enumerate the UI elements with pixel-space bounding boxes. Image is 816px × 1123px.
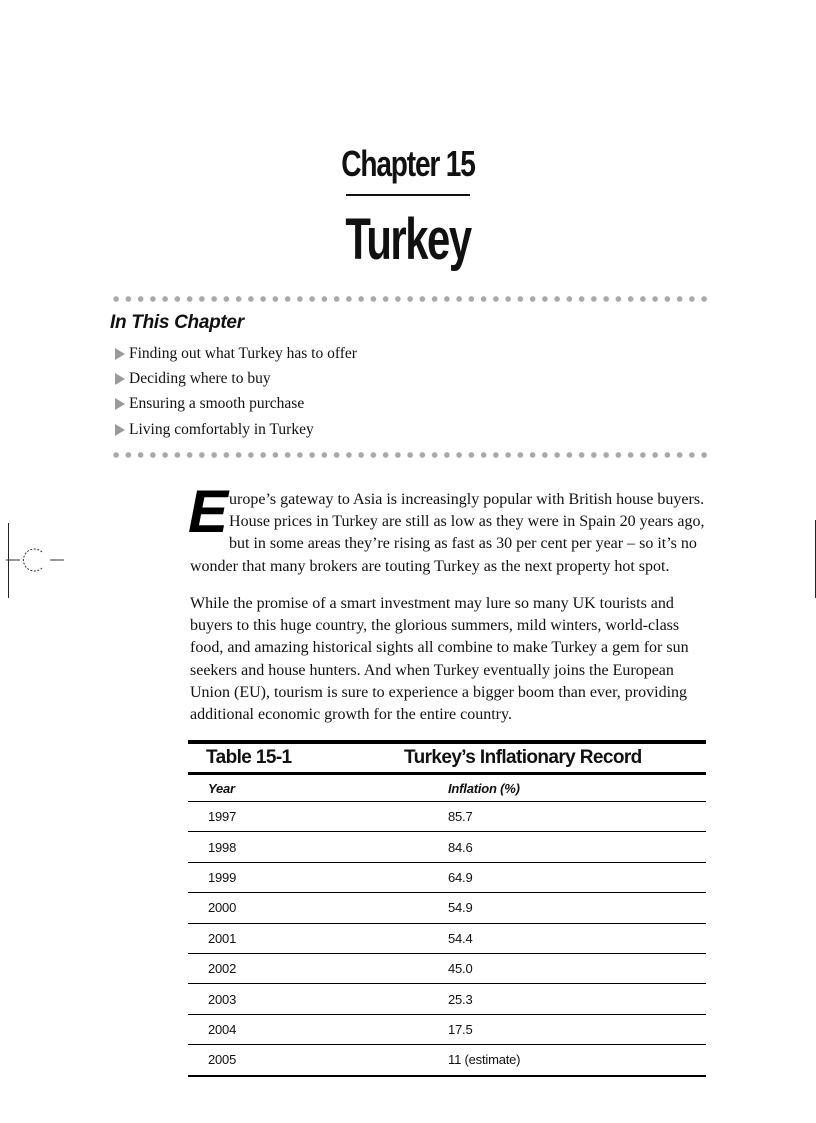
table-row: 2003 25.3: [188, 984, 706, 1014]
list-item: Living comfortably in Turkey: [110, 417, 357, 442]
chapter-underline: [346, 194, 470, 196]
table-row: 2000 54.9: [188, 893, 706, 923]
triangle-bullet-icon: [115, 373, 125, 385]
triangle-bullet-icon: [115, 398, 125, 410]
table-row: 2001 54.4: [188, 924, 706, 954]
triangle-bullet-icon: [115, 348, 125, 360]
list-item: Ensuring a smooth purchase: [110, 392, 357, 417]
table-row: 2002 45.0: [188, 954, 706, 984]
list-item: Deciding where to buy: [110, 366, 357, 391]
table-number: Table 15-1: [206, 747, 292, 768]
triangle-bullet-icon: [115, 424, 125, 436]
column-header-inflation: Inflation (%): [448, 780, 520, 796]
table-row: 2004 17.5: [188, 1015, 706, 1045]
table-row: 1999 64.9: [188, 863, 706, 893]
in-this-chapter-heading: In This Chapter: [110, 312, 244, 333]
column-header-year: Year: [208, 780, 235, 796]
table-caption: [188, 744, 706, 772]
list-item: Finding out what Turkey has to offer: [110, 341, 357, 366]
table-row: 1997 85.7: [188, 802, 706, 832]
in-this-chapter-list: [110, 341, 357, 443]
drop-cap: E: [188, 478, 229, 545]
table-title: Turkey’s Inflationary Record: [404, 747, 642, 768]
dotted-divider-bottom: [110, 450, 710, 460]
table-row: 1998 84.6: [188, 832, 706, 862]
chapter-title: Turkey: [345, 207, 471, 272]
table-row: 2005 11 (estimate): [188, 1045, 706, 1076]
chapter-number: Chapter 15: [341, 143, 475, 184]
registration-mark-icon: [2, 543, 64, 577]
inflation-table: [188, 740, 706, 1077]
body-paragraph: While the promise of a smart investment may lure so many UK tourists and buyers to this huge country, the glorious summers, mild winters, world-class food, and amazing historical sights all combine to make Turkey a gem for sun seekers and house hunters. And when Turkey eventually joins the European Union (EU), tourism is sure to experience a bigger boom than ever, providing additional economic growth for the entire country.: [190, 595, 689, 724]
intro-paragraph: Europe’s gateway to Asia is increasingly popular with British house buyers. House prices in Turkey are still as low as they were in Spain 20 years ago, but in some areas they’re rising as fast as 30 per cent per year – so it’s no wonder that many brokers are touting Turkey as the next property hot spot.: [188, 478, 705, 575]
table-header-row: [188, 775, 706, 802]
dotted-divider-top: [110, 294, 710, 304]
